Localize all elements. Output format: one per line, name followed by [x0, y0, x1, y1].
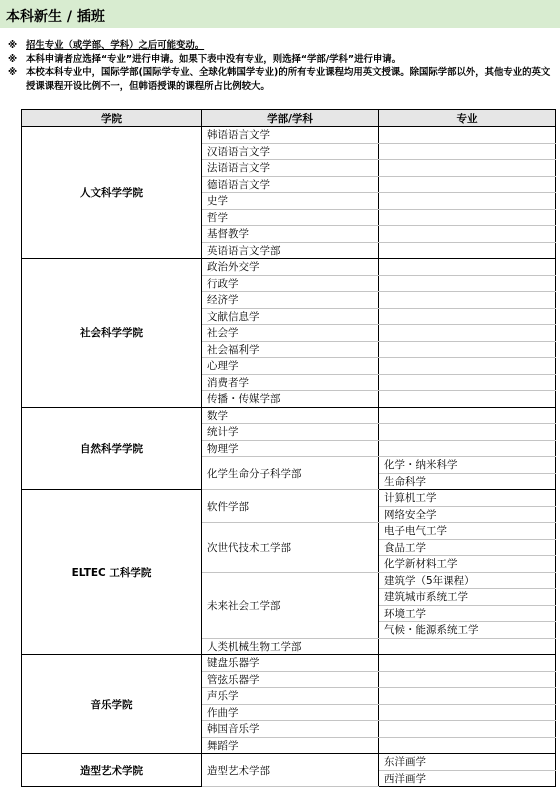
- college-cell: 社会科学学院: [22, 259, 202, 408]
- college-cell: 人文科学学院: [22, 127, 202, 259]
- department-cell: 英语语言文学部: [202, 242, 379, 259]
- note-item: [8, 39, 556, 53]
- major-cell: [379, 325, 556, 342]
- department-cell: 经济学: [202, 292, 379, 309]
- department-cell: 史学: [202, 193, 379, 210]
- department-cell: 软件学部: [202, 490, 379, 523]
- notes-list: [8, 39, 556, 93]
- major-cell: [379, 193, 556, 210]
- department-cell: 人类机械生物工学部: [202, 638, 379, 655]
- major-cell: [379, 341, 556, 358]
- major-cell: [379, 226, 556, 243]
- department-cell: 行政学: [202, 275, 379, 292]
- major-cell: 建筑学（5年课程）: [379, 572, 556, 589]
- department-cell: 统计学: [202, 424, 379, 441]
- college-cell: 造型艺术学院: [22, 754, 202, 787]
- department-cell: 键盘乐器学: [202, 655, 379, 672]
- major-cell: [379, 292, 556, 309]
- major-cell: [379, 671, 556, 688]
- major-cell: [379, 259, 556, 276]
- department-cell: 社会福利学: [202, 341, 379, 358]
- department-cell: 消费者学: [202, 374, 379, 391]
- note-mark: ※: [8, 67, 18, 78]
- major-cell: 网络安全学: [379, 506, 556, 523]
- note-text: 招生专业（或学部、学科）之后可能变动。: [26, 40, 205, 51]
- department-cell: 韩语语言文学: [202, 127, 379, 144]
- table-row: [22, 127, 556, 144]
- major-cell: [379, 638, 556, 655]
- department-cell: 基督教学: [202, 226, 379, 243]
- major-cell: [379, 737, 556, 754]
- table-row: [22, 259, 556, 276]
- department-cell: 德语语言文学: [202, 176, 379, 193]
- major-cell: 化学新材料工学: [379, 556, 556, 573]
- college-cell: 自然科学学院: [22, 407, 202, 490]
- major-cell: 计算机工学: [379, 490, 556, 507]
- major-cell: 食品工学: [379, 539, 556, 556]
- table-row: [22, 754, 556, 771]
- department-cell: 哲学: [202, 209, 379, 226]
- department-cell: 造型艺术学部: [202, 754, 379, 787]
- major-cell: 电子电气工学: [379, 523, 556, 540]
- department-cell: 作曲学: [202, 704, 379, 721]
- note-text: 本校本科专业中，国际学部(国际学专业、全球化韩国学专业)的所有专业课程均用英文授课。除国际学部以外，其他专业的英文授课课程开设比例不一，但韩语授课的课程所占比例较大。: [26, 67, 551, 92]
- major-cell: [379, 275, 556, 292]
- major-cell: [379, 308, 556, 325]
- department-cell: 传播・传媒学部: [202, 391, 379, 408]
- major-cell: [379, 407, 556, 424]
- major-cell: [379, 440, 556, 457]
- page-title: 本科新生 / 插班: [6, 9, 105, 25]
- note-text: 本科申请者应选择“专业”进行申请。如果下表中没有专业，则选择“学部/学科”进行申请。: [26, 53, 401, 65]
- major-cell: [379, 176, 556, 193]
- major-cell: [379, 721, 556, 738]
- major-cell: [379, 688, 556, 705]
- major-cell: 化学・纳米科学: [379, 457, 556, 474]
- major-cell: [379, 424, 556, 441]
- header-college: 学院: [22, 110, 202, 127]
- department-cell: 数学: [202, 407, 379, 424]
- department-cell: 法语语言文学: [202, 160, 379, 177]
- major-cell: [379, 655, 556, 672]
- note-mark: ※: [8, 53, 18, 65]
- note-item: [8, 66, 556, 93]
- major-cell: 气候・能源系统工学: [379, 622, 556, 639]
- major-cell: [379, 143, 556, 160]
- header-department: 学部/学科: [202, 110, 379, 127]
- title-banner: [0, 0, 560, 28]
- note-mark: ※: [8, 40, 18, 51]
- major-cell: [379, 704, 556, 721]
- programs-table: [21, 109, 556, 787]
- department-cell: 化学生命分子科学部: [202, 457, 379, 490]
- table-row: [22, 407, 556, 424]
- table-row: [22, 655, 556, 672]
- table-header-row: [22, 110, 556, 127]
- major-cell: [379, 374, 556, 391]
- major-cell: [379, 127, 556, 144]
- major-cell: [379, 160, 556, 177]
- department-cell: 文献信息学: [202, 308, 379, 325]
- department-cell: 汉语语言文学: [202, 143, 379, 160]
- major-cell: 生命科学: [379, 473, 556, 490]
- department-cell: 韩国音乐学: [202, 721, 379, 738]
- department-cell: 舞蹈学: [202, 737, 379, 754]
- major-cell: [379, 209, 556, 226]
- college-cell: ELTEC 工科学院: [22, 490, 202, 655]
- major-cell: 西洋画学: [379, 770, 556, 787]
- major-cell: [379, 391, 556, 408]
- major-cell: 东洋画学: [379, 754, 556, 771]
- table-row: [22, 490, 556, 507]
- department-cell: 未来社会工学部: [202, 572, 379, 638]
- note-item: [8, 53, 556, 67]
- major-cell: 建筑城市系统工学: [379, 589, 556, 606]
- department-cell: 心理学: [202, 358, 379, 375]
- major-cell: [379, 358, 556, 375]
- department-cell: 物理学: [202, 440, 379, 457]
- college-cell: 音乐学院: [22, 655, 202, 754]
- department-cell: 管弦乐器学: [202, 671, 379, 688]
- department-cell: 政治外交学: [202, 259, 379, 276]
- department-cell: 声乐学: [202, 688, 379, 705]
- department-cell: 社会学: [202, 325, 379, 342]
- header-major: 专业: [379, 110, 556, 127]
- major-cell: [379, 242, 556, 259]
- major-cell: 环境工学: [379, 605, 556, 622]
- department-cell: 次世代技术工学部: [202, 523, 379, 573]
